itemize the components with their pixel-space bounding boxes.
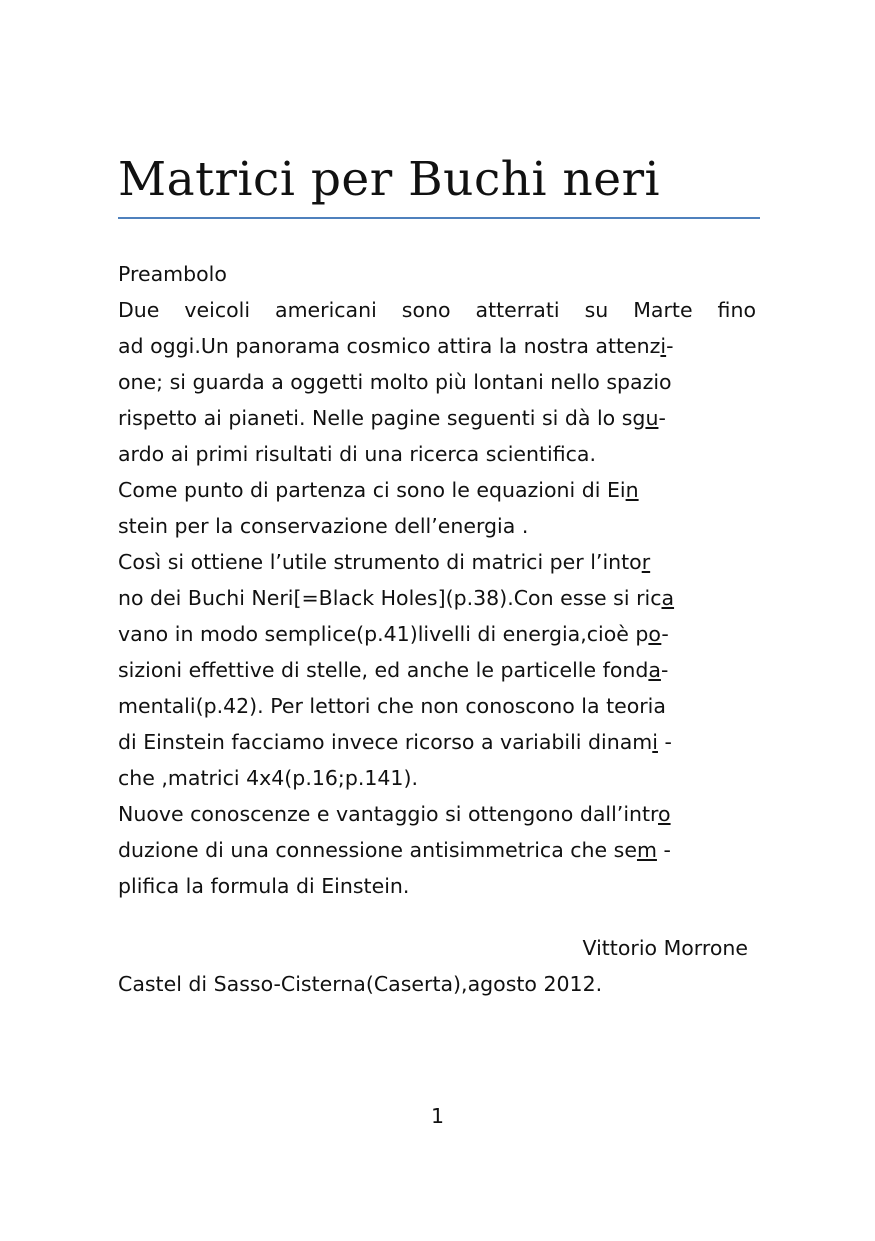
underlined-syllable: m [636, 838, 657, 862]
underlined-syllable: a [648, 658, 661, 682]
paragraph-line [118, 400, 756, 436]
line-text: mentali(p.42). Per lettori che non conoscono la teoria [118, 694, 666, 718]
underlined-syllable: r [641, 550, 651, 574]
paragraph-line [118, 724, 756, 760]
paragraph-line [118, 652, 756, 688]
line-text: Due veicoli americani sono atterrati su Marte fino [118, 298, 756, 322]
title-underline-rule [118, 217, 760, 219]
underlined-syllable: o [658, 802, 671, 826]
line-text: duzione di una connessione antisimmetrica che se [118, 838, 637, 862]
paragraph-line [118, 292, 756, 328]
page-number: 1 [430, 1104, 445, 1128]
body-text [118, 256, 756, 904]
line-text: one; si guarda a oggetti molto più lontani nello spazio [118, 370, 672, 394]
place-and-date: Castel di Sasso-Cisterna(Caserta),agosto 2012. [118, 972, 603, 996]
paragraph-line [118, 364, 756, 400]
underlined-syllable: i [652, 730, 658, 754]
paragraph-line [118, 868, 756, 904]
line-text: plifica la formula di Einstein. [118, 874, 410, 898]
section-heading: Preambolo [118, 262, 227, 286]
hyphen-mark: - [660, 658, 669, 682]
hyphen-mark: - [666, 334, 674, 358]
line-text: rispetto ai pianeti. Nelle pagine seguenti si dà lo sg [118, 406, 646, 430]
line-text: che ,matrici 4x4(p.16;p.141). [118, 766, 418, 790]
hyphen-mark: - [658, 406, 666, 430]
paragraph-line [118, 508, 756, 544]
paragraph-line [118, 472, 756, 508]
line-text: di Einstein facciamo invece ricorso a variabili dinam [118, 730, 653, 754]
hyphen-mark: - [656, 838, 671, 862]
page-title: Matrici per Buchi neri [118, 152, 661, 207]
paragraph-line [118, 580, 756, 616]
line-text: vano in modo semplice(p.41)livelli di energia,cioè p [118, 622, 649, 646]
underlined-syllable: a [661, 586, 675, 610]
hyphen-mark: - [657, 730, 672, 754]
paragraph-lines [118, 292, 756, 904]
underlined-syllable: n [625, 478, 639, 502]
underlined-syllable: i [660, 334, 667, 358]
line-text: Nuove conoscenze e vantaggio si ottengono dall’intr [118, 802, 659, 826]
paragraph-line [118, 796, 756, 832]
paragraph-line [118, 760, 756, 796]
paragraph-line [118, 436, 756, 472]
underlined-syllable: o [648, 622, 662, 646]
paragraph-line [118, 688, 756, 724]
line-text: ad oggi.Un panorama cosmico attira la nostra attenz [118, 334, 661, 358]
line-text: ardo ai primi risultati di una ricerca scientifica. [118, 442, 597, 466]
hyphen-mark: - [661, 622, 669, 646]
line-text: sizioni effettive di stelle, ed anche le particelle fond [118, 658, 649, 682]
line-text: no dei Buchi Neri[=Black Holes](p.38).Con esse si ric [118, 586, 662, 610]
line-text: stein per la conservazione dell’energia . [118, 514, 529, 538]
paragraph-line [118, 544, 756, 580]
underlined-syllable: u [645, 406, 659, 430]
paragraph-line [118, 832, 756, 868]
line-text: Come punto di partenza ci sono le equazioni di Ei [118, 478, 626, 502]
line-text: Così si ottiene l’utile strumento di matrici per l’into [118, 550, 642, 574]
paragraph-line [118, 328, 756, 364]
paragraph-line [118, 616, 756, 652]
author-signature: Vittorio Morrone [582, 936, 748, 960]
